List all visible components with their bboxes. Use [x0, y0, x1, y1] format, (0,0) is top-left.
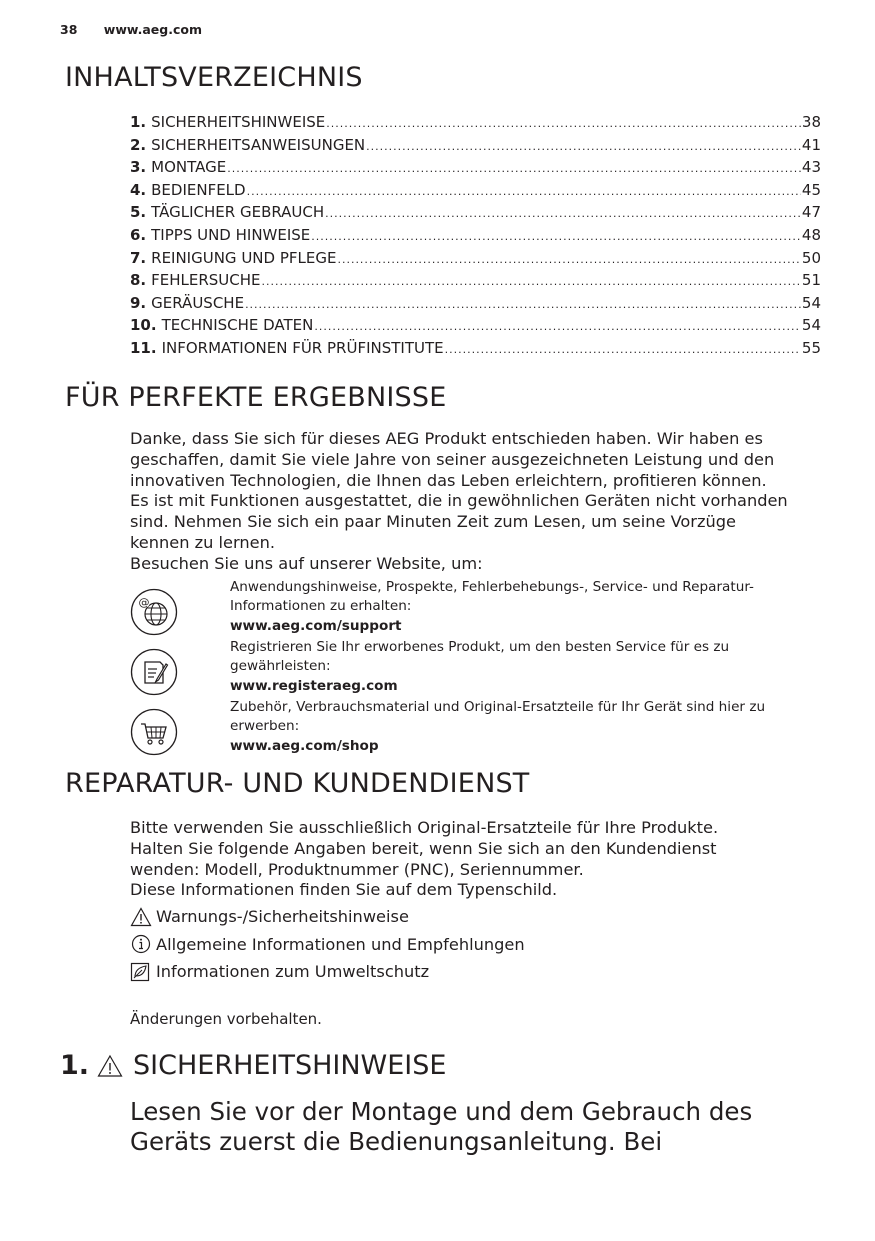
toc-leader — [311, 226, 801, 249]
toc-leader — [262, 271, 801, 294]
shop-item: Zubehör, Verbrauchsmaterial und Original-Ersatzteile für Ihr Gerät sind hier zu erwerben: www.aeg.com/shop — [130, 698, 820, 758]
toc-entry-page: 47 — [801, 203, 821, 222]
toc-leader — [337, 249, 800, 272]
toc-entry[interactable]: 8. FEHLERSUCHE ..... 51 — [130, 269, 821, 292]
page-header — [60, 22, 202, 37]
symbol-legend — [130, 903, 525, 986]
toc-entry-label: REINIGUNG UND PFLEGE — [151, 248, 337, 267]
toc-entry-label: MONTAGE — [151, 158, 227, 177]
toc-leader — [247, 181, 801, 204]
toc-leader — [445, 339, 801, 362]
toc-entry-label: FEHLERSUCHE — [151, 271, 261, 290]
toc-entry-page: 50 — [801, 248, 821, 267]
page-number: 38 — [60, 22, 78, 37]
toc-entry-label: TÄGLICHER GEBRAUCH — [151, 203, 325, 222]
register-document-icon — [130, 648, 178, 696]
toc-entry-label: SICHERHEITSHINWEISE — [151, 113, 326, 131]
toc-entry-page: 45 — [801, 180, 821, 199]
section-number: 1. — [60, 1050, 90, 1081]
legend-item: Informationen zum Umweltschutz — [130, 958, 525, 986]
toc-entry-page: 54 — [801, 293, 821, 312]
globe-at-icon — [130, 588, 178, 636]
toc-entry-label: TECHNISCHE DATEN — [161, 316, 314, 335]
toc-leader — [325, 203, 801, 226]
table-of-contents — [130, 111, 821, 360]
service-intro: Bitte verwenden Sie ausschließlich Original-Ersatzteile für Ihre Produkte. Halten Sie folgende Angaben bereit, wenn Sie sich an den Kundendienst wenden: Modell, Produktnummer (PNC), Seriennummer. Diese Informationen finden Sie auf dem Typenschild. — [130, 818, 719, 900]
header-url[interactable]: www.aeg.com — [103, 22, 202, 37]
toc-entry-label: BEDIENFELD — [151, 180, 246, 199]
toc-entry[interactable]: 4. BEDIENFELD ..... 45 — [130, 179, 821, 202]
toc-entry-page: 55 — [801, 338, 821, 357]
toc-entry-label: TIPPS UND HINWEISE — [151, 225, 311, 244]
changes-note: Änderungen vorbehalten. — [130, 1010, 322, 1028]
toc-entry-label: INFORMATIONEN FÜR PRÜFINSTITUTE — [161, 338, 444, 357]
warning-triangle-icon — [130, 907, 152, 927]
toc-entry-label: SICHERHEITSANWEISUNGEN — [151, 135, 366, 154]
toc-entry-page: 54 — [801, 316, 821, 335]
toc-entry[interactable]: 7. REINIGUNG UND PFLEGE ..... 50 — [130, 247, 821, 270]
svg-text:@: @ — [138, 596, 150, 609]
toc-title: INHALTSVERZEICHNIS — [65, 62, 363, 93]
toc-entry[interactable]: 6. TIPPS UND HINWEISE ..... 48 — [130, 224, 821, 247]
toc-entry[interactable]: 10. TECHNISCHE DATEN ..... 54 — [130, 314, 821, 337]
toc-entry-page: 38 — [801, 113, 821, 131]
toc-leader — [366, 136, 801, 159]
toc-leader — [245, 294, 801, 317]
shopping-cart-icon — [130, 708, 178, 756]
toc-leader — [227, 158, 801, 181]
toc-leader — [326, 113, 801, 136]
shop-link[interactable]: www.aeg.com/shop — [230, 737, 379, 754]
toc-entry[interactable]: 2. SICHERHEITSANWEISUNGEN ..... 41 — [130, 134, 821, 157]
toc-entry[interactable]: 3. MONTAGE ..... 43 — [130, 156, 821, 179]
section-1-heading — [60, 1050, 446, 1081]
results-intro: Danke, dass Sie sich für dieses AEG Produkt entschieden haben. Wir haben es geschaffen, damit Sie viele Jahre von seiner ausgezeichneten Leistung und den innovativen Technologien, die Ihnen das Leben erleichtern, profitieren können. Es ist mit Funktionen ausgestattet, die in gewöhnlichen Geräten nicht vorhanden sind. Nehmen Sie sich ein paar Minuten Zeit zum Lesen, um seine Vorzüge kennen zu lernen. Besuchen Sie uns auf unserer Website, um: — [130, 429, 788, 573]
register-item: Registrieren Sie Ihr erworbenes Produkt, um den besten Service für es zu gewährleisten: www.registeraeg.com — [130, 638, 820, 698]
legend-item: Warnungs-/Sicherheitshinweise — [130, 903, 525, 931]
toc-entry-page: 43 — [801, 158, 821, 177]
info-circle-icon — [130, 934, 152, 954]
toc-entry-page: 51 — [801, 271, 821, 290]
toc-entry[interactable]: 1. SICHERHEITSHINWEISE ..... 38 — [130, 111, 821, 134]
toc-entry-page: 41 — [801, 135, 821, 154]
toc-entry[interactable]: 5. TÄGLICHER GEBRAUCH ..... 47 — [130, 201, 821, 224]
section-1-body: Lesen Sie vor der Montage und dem Gebrauch des Geräts zuerst die Bedienungsanleitung. Bei — [130, 1097, 753, 1156]
toc-entry[interactable]: 11. INFORMATIONEN FÜR PRÜFINSTITUTE ..... 55 — [130, 337, 821, 360]
toc-leader — [314, 316, 801, 339]
toc-entry-page: 48 — [801, 225, 821, 244]
service-title: REPARATUR- UND KUNDENDIENST — [65, 768, 530, 799]
register-link[interactable]: www.registeraeg.com — [230, 677, 398, 694]
support-item: @ Anwendungshinweise, Prospekte, Fehlerbehebungs-, Service- und Reparatur- Informationen zu erhalten: www.aeg.com/support — [130, 578, 820, 638]
toc-entry[interactable]: 9. GERÄUSCHE ..... 54 — [130, 292, 821, 315]
environment-leaf-icon — [130, 962, 152, 982]
section-title: SICHERHEITSHINWEISE — [133, 1050, 447, 1081]
legend-item: Allgemeine Informationen und Empfehlungen — [130, 931, 525, 959]
warning-triangle-icon — [97, 1054, 123, 1078]
results-title: FÜR PERFEKTE ERGEBNISSE — [65, 382, 447, 413]
support-link[interactable]: www.aeg.com/support — [230, 617, 402, 634]
toc-entry-label: GERÄUSCHE — [151, 293, 245, 312]
